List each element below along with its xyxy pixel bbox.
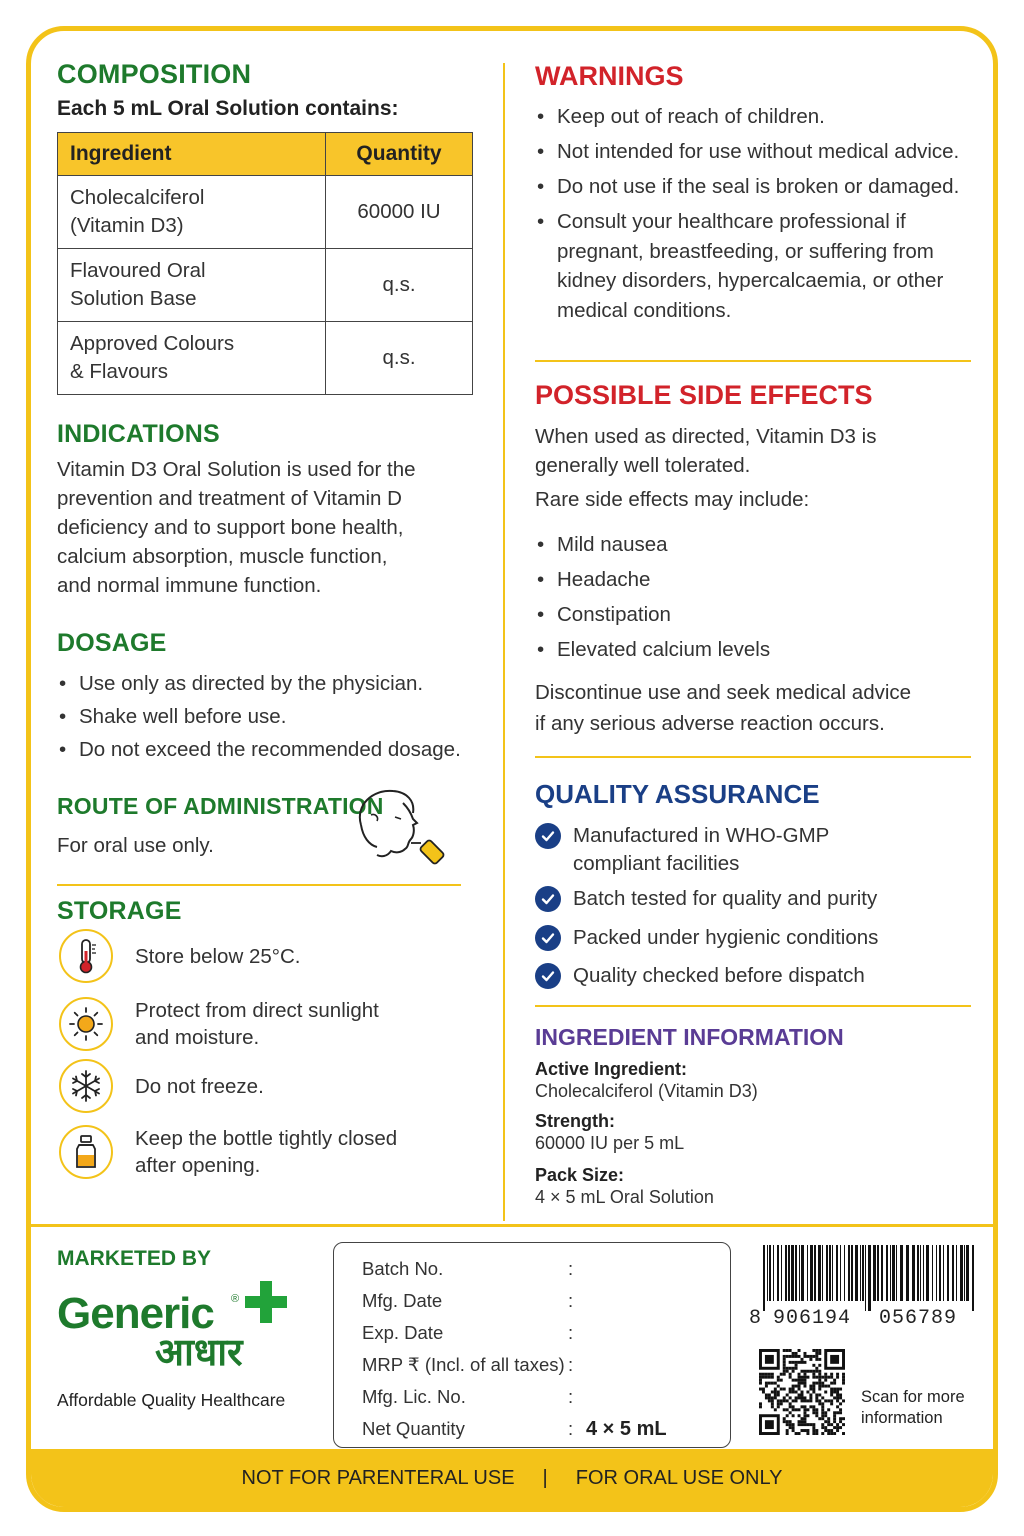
- ingredient-cell: [58, 322, 326, 395]
- strength-label: Strength:: [535, 1111, 615, 1131]
- barcode-bars: [749, 1245, 981, 1311]
- ingredient-cell: [58, 176, 326, 249]
- batch-colon: :: [568, 1258, 574, 1279]
- composition-title: COMPOSITION: [57, 59, 252, 89]
- side-effects-outro: [535, 677, 911, 739]
- section-divider: [535, 1005, 971, 1007]
- quality-item: [535, 924, 878, 952]
- brand-name: Generic: [57, 1289, 214, 1338]
- indications-line: calcium absorption, muscle function,: [57, 545, 388, 568]
- quality-text: [573, 962, 865, 990]
- dosage-title: DOSAGE: [57, 629, 167, 657]
- list-item: • Constipation: [535, 597, 770, 632]
- side-effects-line: Discontinue use and seek medical advice: [535, 681, 912, 704]
- table-row: [58, 176, 473, 249]
- batch-row: [362, 1253, 730, 1285]
- list-item: • Shake well before use.: [57, 700, 461, 733]
- thermometer-icon: [59, 929, 113, 983]
- storage-line: after opening.: [135, 1154, 261, 1177]
- bottom-divider: [31, 1224, 993, 1227]
- brand-logo: [57, 1279, 297, 1379]
- batch-colon: :: [568, 1354, 574, 1375]
- qr-caption: [861, 1387, 965, 1429]
- table-row: [58, 322, 473, 395]
- batch-row: [362, 1285, 730, 1317]
- quality-item: [535, 962, 865, 990]
- qr-caption-line: Scan for more: [861, 1388, 965, 1406]
- active-value: Cholecalciferol (Vitamin D3): [535, 1081, 758, 1101]
- storage-title: STORAGE: [57, 897, 182, 925]
- batch-label: Exp. Date: [362, 1322, 444, 1343]
- indications-line: prevention and treatment of Vitamin D: [57, 487, 402, 510]
- warning-line: kidney disorders, hypercalcaemia, or other: [557, 269, 944, 292]
- quantity-cell: 60000 IU: [326, 176, 473, 249]
- ingredient-line: Cholecalciferol: [70, 186, 205, 209]
- side-effects-title: POSSIBLE SIDE EFFECTS: [535, 380, 873, 410]
- marketed-title: MARKETED BY: [57, 1247, 212, 1270]
- batch-colon: :: [568, 1418, 574, 1439]
- side-effects-line: if any serious adverse reaction occurs.: [535, 712, 885, 735]
- batch-label: Mfg. Lic. No.: [362, 1386, 466, 1407]
- batch-label: MRP ₹ (Incl. of all taxes): [362, 1354, 565, 1375]
- batch-colon: :: [568, 1386, 574, 1407]
- quality-line: compliant facilities: [573, 852, 740, 875]
- warnings-title: WARNINGS: [535, 61, 684, 91]
- quality-line: Packed under hygienic conditions: [573, 926, 879, 949]
- barcode-digit-prefix: 8: [749, 1307, 763, 1330]
- pack-value: 4 × 5 mL Oral Solution: [535, 1187, 714, 1207]
- bottle-icon: [59, 1125, 113, 1179]
- list-item: • Not intended for use without medical advice.: [535, 137, 975, 167]
- check-icon: [535, 925, 561, 951]
- qr-code[interactable]: [759, 1349, 845, 1440]
- footer-left: NOT FOR PARENTERAL USE: [241, 1466, 515, 1489]
- ingredient-line: Approved Colours: [70, 332, 235, 355]
- dosage-list: [57, 667, 461, 766]
- side-effects-line: When used as directed, Vitamin D3 is: [535, 425, 877, 448]
- ingredient-cell: [58, 249, 326, 322]
- quality-line: Manufactured in WHO-GMP: [573, 824, 830, 847]
- batch-details-box: [333, 1242, 731, 1448]
- list-item: • Do not exceed the recommended dosage.: [57, 733, 461, 766]
- green-cross-icon: [245, 1281, 287, 1328]
- batch-label: Mfg. Date: [362, 1290, 443, 1311]
- batch-row: [362, 1349, 730, 1381]
- composition-table: [57, 132, 473, 395]
- list-item: • Headache: [535, 562, 770, 597]
- pack-label: Pack Size:: [535, 1165, 625, 1185]
- quality-title: QUALITY ASSURANCE: [535, 779, 820, 809]
- table-header-quantity: Quantity: [326, 133, 473, 176]
- barcode-digits: [749, 1307, 981, 1330]
- brand-registered: ®: [231, 1293, 240, 1305]
- storage-text: [135, 997, 379, 1051]
- footer-bar: [31, 1449, 993, 1507]
- route-text: For oral use only.: [57, 834, 214, 857]
- storage-text: [135, 1073, 264, 1100]
- column-divider: [503, 63, 505, 1221]
- brand-hindi: आधार: [155, 1330, 243, 1374]
- check-icon: [535, 823, 561, 849]
- quantity-cell: q.s.: [326, 249, 473, 322]
- storage-line: Protect from direct sunlight: [135, 999, 379, 1022]
- indications-line: Vitamin D3 Oral Solution is used for the: [57, 458, 416, 481]
- warning-line: • Consult your healthcare professional if: [557, 210, 906, 233]
- warnings-list: [535, 102, 975, 325]
- brand-tagline: Affordable Quality Healthcare: [57, 1390, 286, 1410]
- composition-table-wrap: [57, 132, 473, 395]
- side-effects-intro: [535, 422, 876, 514]
- active-label: Active Ingredient:: [535, 1059, 688, 1079]
- indications-line: and normal immune function.: [57, 574, 322, 597]
- indications-title: INDICATIONS: [57, 420, 220, 448]
- section-divider: [57, 884, 461, 886]
- oral-dropper-icon: [351, 783, 451, 873]
- quality-text: [573, 885, 877, 913]
- list-item: • Mild nausea: [535, 527, 770, 562]
- barcode-digits-left: 906194: [773, 1307, 852, 1330]
- storage-item: [59, 1059, 264, 1113]
- check-icon: [535, 963, 561, 989]
- batch-row: [362, 1413, 730, 1445]
- storage-item: [59, 929, 300, 983]
- ingredient-line: & Flavours: [70, 360, 168, 383]
- section-divider: [535, 360, 971, 362]
- quality-item: [535, 885, 877, 913]
- batch-colon: :: [568, 1322, 574, 1343]
- storage-text: [135, 1125, 397, 1179]
- warning-line: medical conditions.: [557, 298, 732, 322]
- storage-item: [59, 997, 379, 1051]
- table-header-ingredient: Ingredient: [58, 133, 326, 176]
- batch-row: [362, 1317, 730, 1349]
- storage-line: Keep the bottle tightly closed: [135, 1127, 398, 1150]
- batch-label: Net Quantity: [362, 1418, 465, 1439]
- barcode: [749, 1245, 981, 1335]
- batch-value: 4 × 5 mL: [586, 1417, 667, 1440]
- list-item: • Keep out of reach of children.: [535, 102, 975, 132]
- storage-line: Do not freeze.: [135, 1074, 264, 1098]
- quality-line: Quality checked before dispatch: [573, 964, 865, 987]
- storage-text: [135, 943, 300, 970]
- sun-icon: [59, 997, 113, 1051]
- quality-text: [573, 822, 829, 878]
- ingredient-line: (Vitamin D3): [70, 214, 184, 237]
- footer-separator: |: [542, 1466, 548, 1489]
- qr-caption-line: information: [861, 1409, 943, 1427]
- list-item: [535, 207, 975, 325]
- quality-text: [573, 924, 878, 952]
- list-item: • Do not use if the seal is broken or damaged.: [535, 172, 975, 202]
- storage-line: Store below 25°C.: [135, 944, 301, 968]
- footer-right: FOR ORAL USE ONLY: [575, 1466, 783, 1489]
- ingredient-line: Solution Base: [70, 287, 197, 310]
- ingredient-info-title: INGREDIENT INFORMATION: [535, 1024, 844, 1050]
- table-row: [58, 249, 473, 322]
- storage-item: [59, 1125, 397, 1179]
- list-item: • Elevated calcium levels: [535, 632, 770, 667]
- indications-line: deficiency and to support bone health,: [57, 516, 404, 539]
- barcode-digits-right: 056789: [879, 1307, 958, 1330]
- strength-value: 60000 IU per 5 mL: [535, 1133, 685, 1153]
- snowflake-icon: [59, 1059, 113, 1113]
- list-item: • Use only as directed by the physician.: [57, 667, 461, 700]
- ingredient-line: Flavoured Oral: [70, 259, 206, 282]
- table-header-row: [58, 133, 473, 176]
- storage-line: and moisture.: [135, 1026, 260, 1049]
- batch-colon: :: [568, 1290, 574, 1311]
- label-frame: [26, 26, 998, 1512]
- side-effects-list: [535, 527, 770, 667]
- batch-row: [362, 1381, 730, 1413]
- side-effects-line: Rare side effects may include:: [535, 488, 810, 511]
- batch-label: Batch No.: [362, 1258, 444, 1279]
- indications-text: [57, 455, 416, 600]
- quality-line: Batch tested for quality and purity: [573, 887, 878, 910]
- quantity-cell: q.s.: [326, 322, 473, 395]
- quality-item: [535, 822, 829, 878]
- section-divider: [535, 756, 971, 758]
- side-effects-line: generally well tolerated.: [535, 454, 751, 477]
- warning-line: pregnant, breastfeeding, or suffering from: [557, 239, 934, 263]
- check-icon: [535, 886, 561, 912]
- ingredient-info-block: [535, 1058, 758, 1208]
- composition-subtitle: Each 5 mL Oral Solution contains:: [57, 97, 399, 120]
- route-title: ROUTE OF ADMINISTRATION: [57, 793, 384, 819]
